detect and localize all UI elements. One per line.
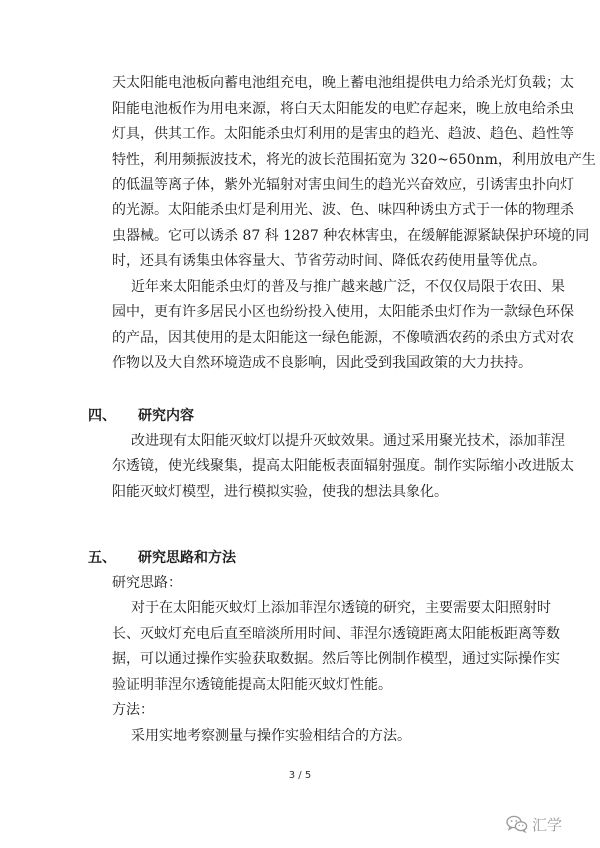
text-line: 阳能电池板作为用电来源，将白天太阳能发的电贮存起来，晚上放电给杀虫 <box>112 101 574 117</box>
text-line: 近年来太阳能杀虫灯的普及与推广越来越广泛，不仅仅局限于农田、果 <box>131 279 565 295</box>
wechat-icon <box>506 815 528 833</box>
page-number: 3 / 5 <box>288 770 312 781</box>
text-line: 作物以及大自然环境造成不良影响，因此受到我国政策的大力扶持。 <box>112 355 532 371</box>
text-line: 对于在太阳能灭蚊灯上添加菲涅尔透镜的研究，主要需要太阳照射时 <box>131 600 551 616</box>
section-title: 研究思路和方法 <box>138 550 236 566</box>
text-line: 的低温等离子体，紫外光辐射对害虫间生的趋光兴奋效应，引诱害虫扑向灯 <box>112 177 574 193</box>
text-line: 改进现有太阳能灭蚊灯以提升灭蚊效果。通过采用聚光技术，添加菲涅 <box>131 433 565 449</box>
section-heading <box>88 406 194 426</box>
text-line: 阳能灭蚊灯模型，进行模拟实验，使我的想法具象化。 <box>112 484 448 500</box>
text-line: 的产品，因其使用的是太阳能这一绿色能源，不像喷洒农药的杀虫方式对农 <box>112 330 574 346</box>
section-title: 研究内容 <box>138 408 194 424</box>
text-line: 的光源。太阳能杀虫灯是利用光、波、色、味四种诱虫方式于一体的物理杀 <box>112 202 574 218</box>
text-line: 园中，更有许多居民小区也纷纷投入使用，太阳能杀虫灯作为一款绿色环保 <box>112 304 574 320</box>
text-line: 验证明菲涅尔透镜能提高太阳能灭蚊灯性能。 <box>112 677 392 693</box>
watermark-text: 汇学 <box>532 815 563 834</box>
text-line: 据，可以通过操作实验获取数据。然后等比例制作模型，通过实际操作实 <box>112 651 560 667</box>
subheading: 研究思路： <box>112 575 182 591</box>
section-heading <box>88 548 236 568</box>
text-line: 天太阳能电池板向蓄电池组充电，晚上蓄电池组提供电力给杀光灯负载；太 <box>112 75 574 91</box>
subheading: 方法： <box>112 702 154 718</box>
section-number: 五、 <box>88 550 116 566</box>
text-line: 尔透镜，使光线聚集，提高太阳能板表面辐射强度。制作实际缩小改进版太 <box>112 458 574 474</box>
text-line: 灯具，供其工作。太阳能杀虫灯利用的是害虫的趋光、趋波、趋色、趋性等 <box>112 126 574 142</box>
watermark <box>506 812 592 836</box>
text-line: 虫器械。它可以诱杀 87 科 1287 种农林害虫，在缓解能源紧缺保护环境的同 <box>112 228 590 244</box>
text-line: 采用实地考察测量与操作实验相结合的方法。 <box>131 728 411 744</box>
text-line: 长、灭蚊灯充电后直至暗淡所用时间、菲涅尔透镜距离太阳能板距离等数 <box>112 626 560 642</box>
text-line: 时，还具有诱集虫体容量大、节省劳动时间、降低农药使用量等优点。 <box>112 253 546 269</box>
section-number: 四、 <box>88 408 116 424</box>
text-line: 特性，利用频振波技术，将光的波长范围拓宽为 320~650nm，利用放电产生 <box>112 152 596 168</box>
